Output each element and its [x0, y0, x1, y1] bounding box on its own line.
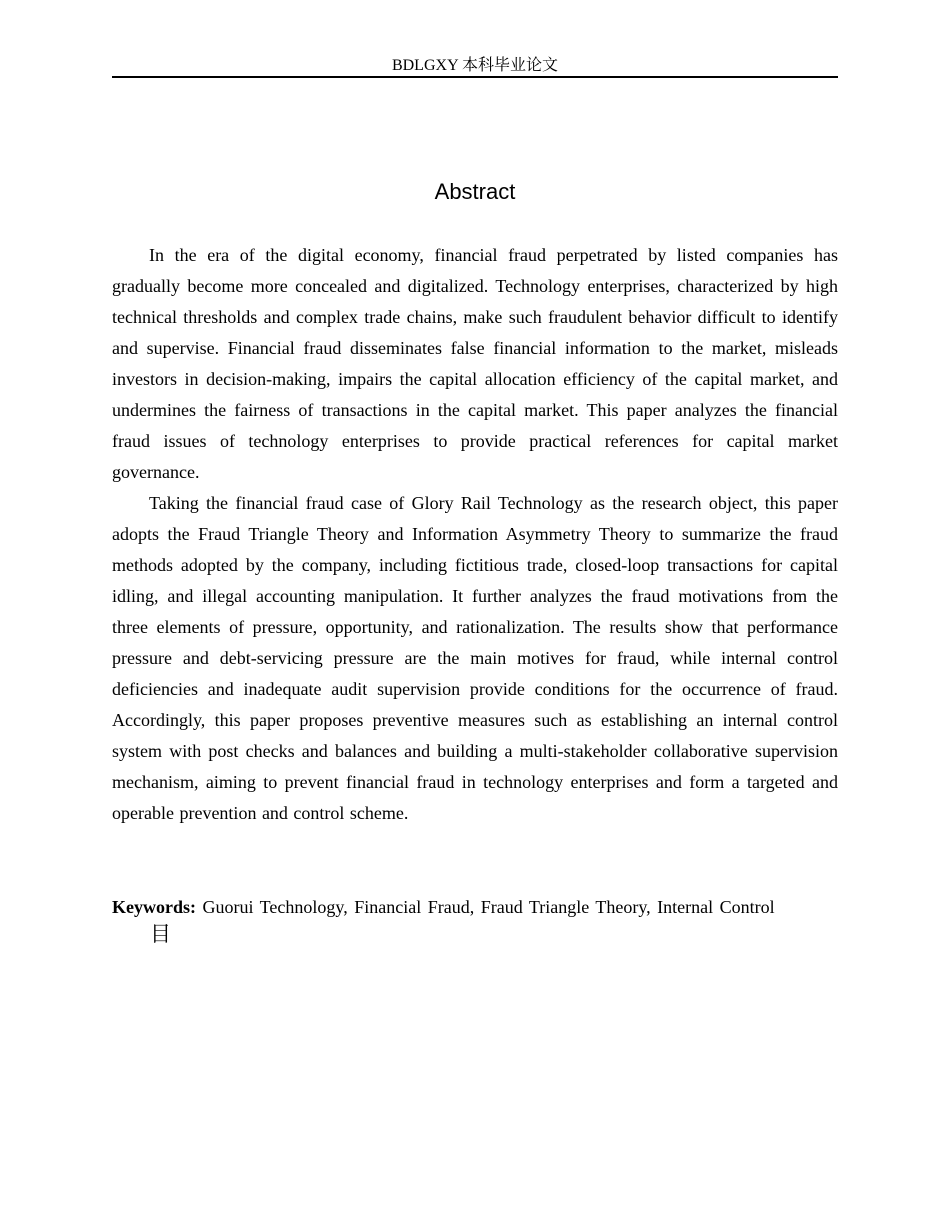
abstract-body [112, 240, 838, 829]
header-rule [112, 76, 838, 78]
keywords-text: Guorui Technology, Financial Fraud, Fraud Triangle Theory, Internal Control [202, 897, 775, 917]
running-header: BDLGXY 本科毕业论文 [391, 57, 559, 74]
abstract-paragraph-1: In the era of the digital economy, financial fraud perpetrated by listed companies has gradually become more concealed and digitalized. Technology enterprises, characterized by high technical thresholds and complex trade chains, make such fraudulent behavior difficult to identify and supervise. Financial fraud disseminates false financial information to the market, misleads investors in decision-making, impairs the capital allocation efficiency of the capital market, and undermines the fairness of transactions in the capital market. This paper analyzes the financial fraud issues of technology enterprises to provide practical references for capital market governance. [112, 245, 838, 482]
keywords-line [112, 892, 838, 923]
toc-heading: 目 [150, 922, 171, 946]
abstract-title: Abstract [434, 179, 516, 204]
abstract-paragraph-2: Taking the financial fraud case of Glory Rail Technology as the research object, this paper adopts the Fraud Triangle Theory and Information Asymmetry Theory to summarize the fraud methods adopted by the company, including fictitious trade, closed-loop transactions for capital idling, and illegal accounting manipulation. It further analyzes the fraud motivations from the three elements of pressure, opportunity, and rationalization. The results show that performance pressure and debt-servicing pressure are the main motives for fraud, while internal control deficiencies and inadequate audit supervision provide conditions for the occurrence of fraud. Accordingly, this paper proposes preventive measures such as establishing an internal control system with post checks and balances and building a multi-stakeholder collaborative supervision mechanism, aiming to prevent financial fraud in technology enterprises and form a targeted and operable prevention and control scheme. [112, 493, 838, 823]
keywords-label: Keywords: [112, 897, 196, 917]
